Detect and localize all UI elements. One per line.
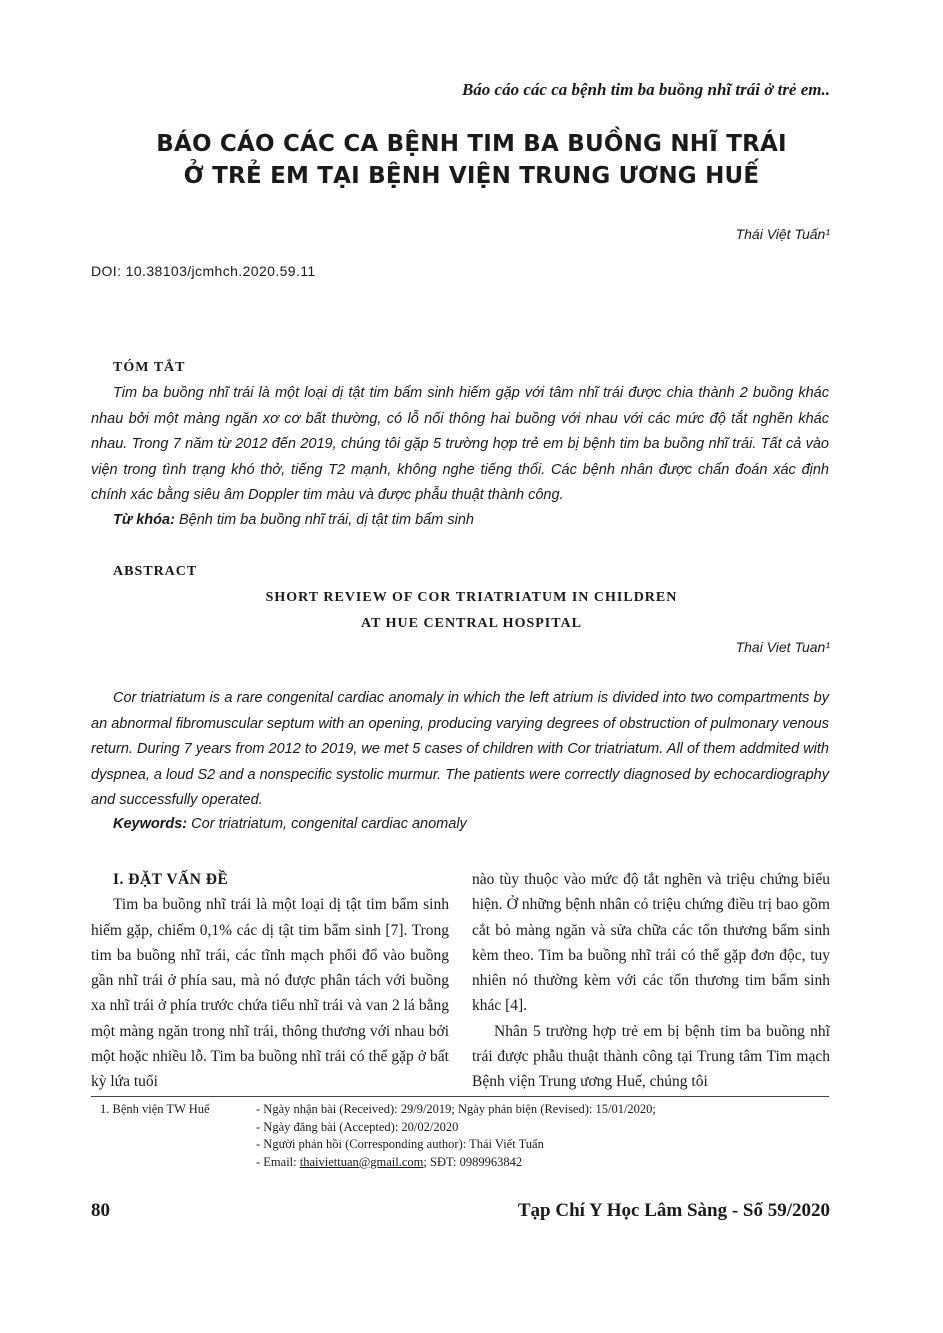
phone: ; SĐT: 0989963842 xyxy=(423,1154,523,1169)
footnote-corresponding: - Người phản hồi (Corresponding author): Thái Viết Tuấn xyxy=(256,1137,544,1151)
page-number: 80 xyxy=(91,1200,110,1221)
keywords-label-en: Keywords: xyxy=(113,816,188,832)
running-header: Báo cáo các ca bệnh tim ba buồng nhĩ trái ở trẻ em.. xyxy=(461,80,830,99)
summary-text xyxy=(91,381,829,509)
footnote-dates xyxy=(256,1101,656,1171)
column-left xyxy=(91,867,449,1095)
footnote-divider xyxy=(91,1096,829,1097)
section-right-paragraph-2: Nhân 5 trường hợp trẻ em bị bệnh tim ba buồng nhĩ trái được phẫu thuật thành công tại Trung tâm Tim mạch Bệnh viện Trung ương Huế, chúng tôi xyxy=(472,1022,830,1091)
keywords-en: Cor triatriatum, congenital cardiac anomaly xyxy=(191,816,467,832)
keywords-vn: Bệnh tim ba buồng nhĩ trái, dị tật tim bẩm sinh xyxy=(178,512,474,528)
abstract-title-line-2: AT HUE CENTRAL HOSPITAL xyxy=(361,616,582,631)
abstract-title xyxy=(113,585,830,637)
title-line-2: Ở TRẺ EM TẠI BỆNH VIỆN TRUNG ƯƠNG HUẾ xyxy=(183,163,760,189)
footnote-received: - Ngày nhận bài (Received): 29/9/2019; Ngày phản biện (Revised): 15/01/2020; xyxy=(256,1102,656,1116)
section-left-paragraph: Tim ba buồng nhĩ trái là một loại dị tật tim bẩm sinh hiếm gặp, chiếm 0,1% các dị tật tim bẩm sinh [7]. Trong tim ba buồng nhĩ trái, các tĩnh mạch phổi đổ vào buồng gần nhĩ trái ở phía sau, mà nó được phân tách với buồng xa nhĩ trái ở phía trước chứa tiểu nhĩ trái và van 2 lá bằng một màng ngăn trong nhĩ trái, thông thương với nhau bởi một hoặc nhiều lỗ. Tim ba buồng nhĩ trái có thể gặp ở bất kỳ lứa tuổi xyxy=(91,896,449,1091)
summary-keywords xyxy=(113,512,474,528)
email-link[interactable]: thaiviettuan@gmail.com xyxy=(299,1154,424,1169)
keywords-label-vn: Từ khóa: xyxy=(113,512,175,528)
abstract-text xyxy=(91,686,829,814)
abstract-title-line-1: SHORT REVIEW OF COR TRIATRIATUM IN CHILDREN xyxy=(265,590,678,605)
doi: DOI: 10.38103/jcmhch.2020.59.11 xyxy=(91,263,316,279)
column-right xyxy=(472,867,830,1095)
article-title xyxy=(113,128,830,192)
abstract-keywords xyxy=(113,816,467,832)
author-vn: Thái Việt Tuấn¹ xyxy=(735,226,830,242)
summary-heading: TÓM TẮT xyxy=(113,360,186,375)
section-right-paragraph-1: nào tùy thuộc vào mức độ tắt nghẽn và triệu chứng biểu hiện. Ở những bệnh nhân có triệu chứng điều trị bao gồm cắt bỏ màng ngăn và sửa chữa các tổn thương bẩm sinh kèm theo. Tim ba buồng nhĩ trái có thể gặp đơn độc, tuy nhiên nó thường kèm với các tổn thương tim bẩm sinh khác [4]. xyxy=(472,871,830,1015)
section-heading: I. ĐẶT VẤN ĐỀ xyxy=(113,871,229,888)
author-en: Thai Viet Tuan¹ xyxy=(735,639,830,655)
abstract-body: Cor triatriatum is a rare congenital cardiac anomaly in which the left atrium is divided into two compartments by an abnormal fibromuscular septum with an opening, producing varying degrees of obstruction of pulmonary venous return. During 7 years from 2012 to 2019, we met 5 cases of children with Cor triatriatum. All of them addmited with dyspnea, a loud S2 and a nonspecific systolic murmur. The patients were correctly diagnosed by echocardiography and successfully operated. xyxy=(91,690,829,809)
footnote-accepted: - Ngày đăng bài (Accepted): 20/02/2020 xyxy=(256,1119,459,1134)
journal-name: Tạp Chí Y Học Lâm Sàng - Số 59/2020 xyxy=(517,1200,830,1221)
footnote-affiliation: 1. Bệnh viện TW Huế xyxy=(100,1102,210,1116)
abstract-heading: ABSTRACT xyxy=(113,564,198,579)
footnote-contact xyxy=(256,1154,656,1172)
email-label: - Email: xyxy=(256,1154,297,1169)
title-line-1: BÁO CÁO CÁC CA BỆNH TIM BA BUỒNG NHĨ TRÁI xyxy=(156,131,787,157)
summary-body: Tim ba buồng nhĩ trái là một loại dị tật tim bẩm sinh hiếm gặp với tâm nhĩ trái được chia thành 2 buồng khác nhau bởi một màng ngăn xơ cơ bất thường, có lỗ nối thông hai buồng với nhau với các mức độ tắt nghẽn khác nhau. Trong 7 năm từ 2012 đến 2019, chúng tôi gặp 5 trường hợp trẻ em bị bệnh tim ba buồng nhĩ trái. Tất cả vào viện trong tình trạng khó thở, tiếng T2 mạnh, không nghe tiếng thổi. Các bệnh nhân được chẩn đoán xác định chính xác bằng siêu âm Doppler tim màu và được phẫu thuật thành công. xyxy=(91,385,829,504)
